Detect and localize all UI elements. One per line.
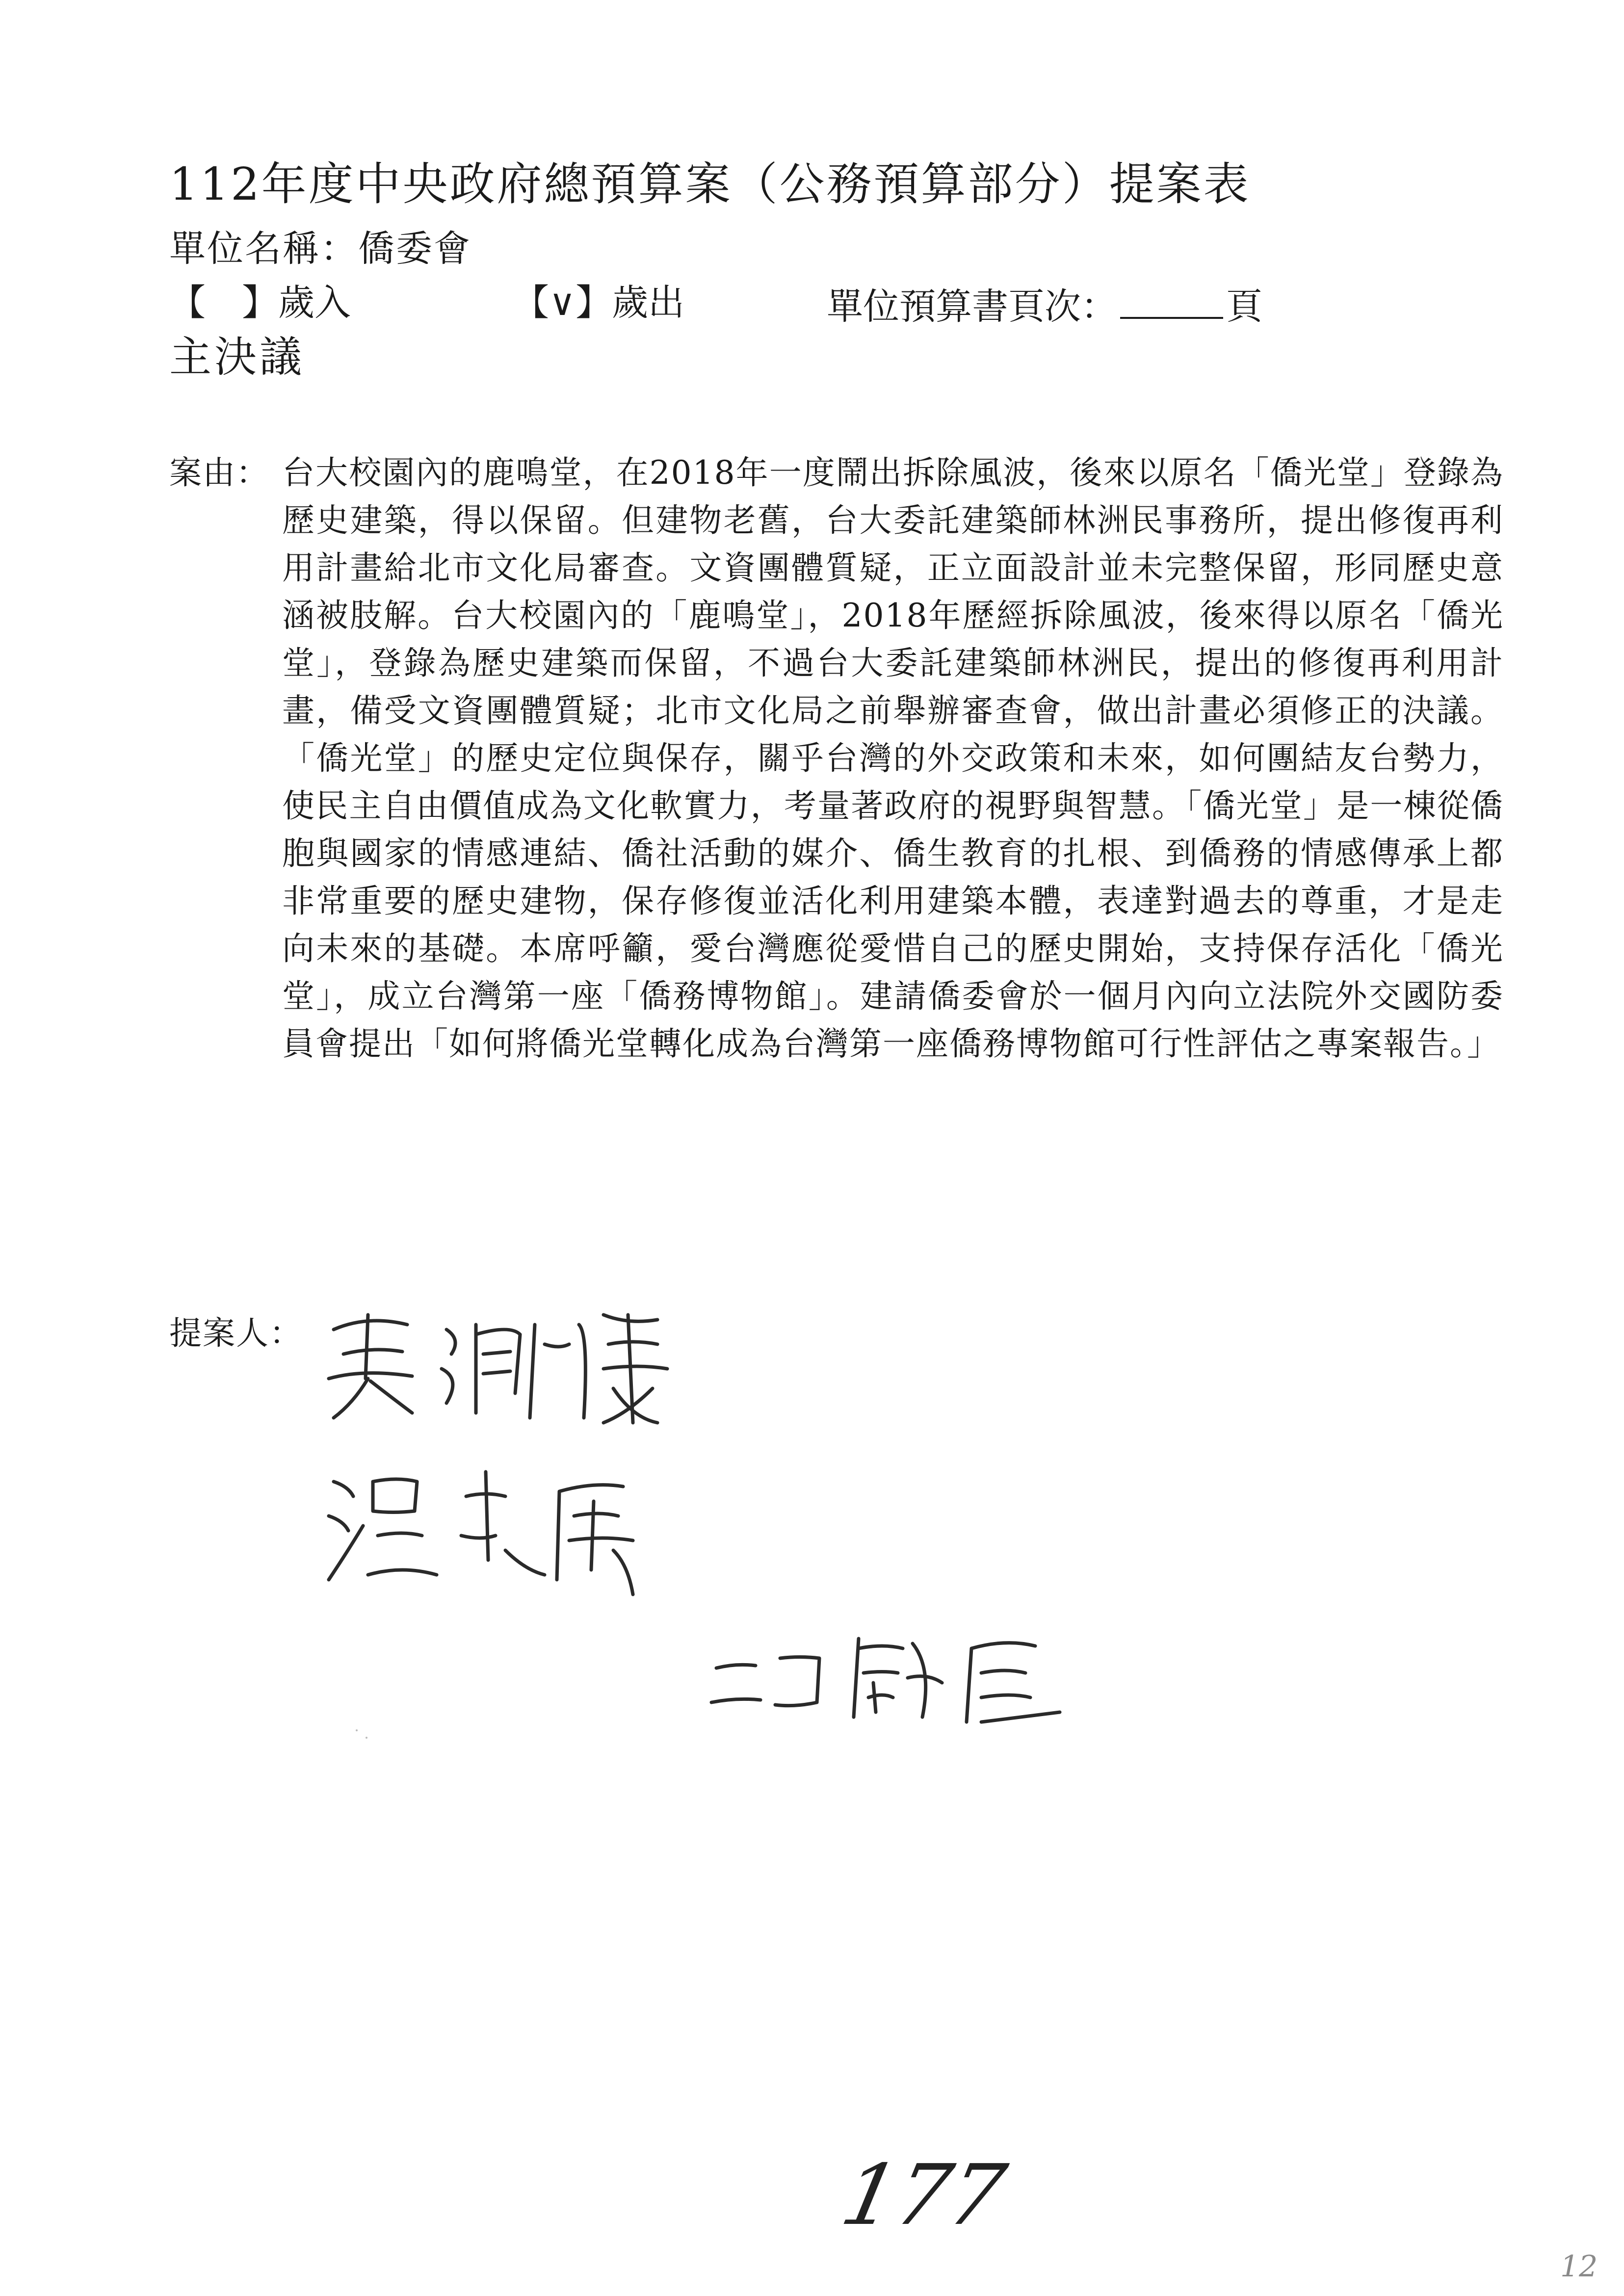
form-title: 112年度中央政府總預算案（公務預算部分）提案表	[169, 158, 1251, 210]
signature-3-image	[707, 1619, 1109, 1737]
case-reason	[169, 449, 1504, 1068]
page-ref-suffix: 頁	[1226, 286, 1262, 328]
checkbox-expenditure: 【∨】歲出	[513, 282, 685, 324]
scan-speck	[356, 1729, 358, 1731]
scan-speck	[366, 1737, 367, 1739]
case-reason-text: 台大校園內的鹿鳴堂，在2018年一度鬧出拆除風波，後來以原名「僑光堂」登錄為歷史建築，得以保留。但建物老舊，台大委託建築師林洲民事務所，提出修復再利用計畫給北市文化局審查。文資團體質疑，正立面設計並未完整保留，形同歷史意涵被肢解。台大校園內的「鹿鳴堂」，2018年歷經拆除風波，後來得以原名「僑光堂」，登錄為歷史建築而保留，不過台大委託建築師林洲民，提出的修復再利用計畫，備受文資團體質疑；北市文化局之前舉辦審查會，做出計畫必須修正的決議。「僑光堂」的歷史定位與保存，關乎台灣的外交政策和未來，如何團結友台勢力，使民主自由價值成為文化軟實力，考量著政府的視野與智慧。「僑光堂」是一棟從僑胞與國家的情感連結、僑社活動的媒介、僑生教育的扎根、到僑務的情感傳承上都非常重要的歷史建物，保存修復並活化利用建築本體，表達對過去的尊重，才是走向未來的基礎。本席呼籲，愛台灣應從愛惜自己的歷史開始，支持保存活化「僑光堂」，成立台灣第一座「僑務博物館」。建請僑委會於一個月內向立法院外交國防委員會提出「如何將僑光堂轉化成為台灣第一座僑務博物館可行性評估之專案報告。」	[282, 454, 1504, 1063]
proposer-label: 提案人：	[169, 1314, 303, 1352]
page-ref-label: 單位預算書頁次：	[827, 286, 1117, 328]
signature-1-image	[314, 1295, 697, 1442]
budget-type-row	[169, 282, 1347, 329]
handwritten-page-number: 177	[833, 2147, 1014, 2244]
checkbox-revenue: 【 】歲入	[169, 282, 351, 324]
case-reason-label: 案由：	[169, 454, 269, 492]
unit-name: 單位名稱：僑委會	[169, 228, 471, 270]
corner-page-mark: 12	[1560, 2249, 1598, 2284]
signature-2-image	[319, 1452, 692, 1599]
resolution-type: 主決議	[169, 333, 305, 382]
budget-book-page-ref	[827, 285, 1262, 328]
page-ref-blank	[1120, 285, 1223, 319]
